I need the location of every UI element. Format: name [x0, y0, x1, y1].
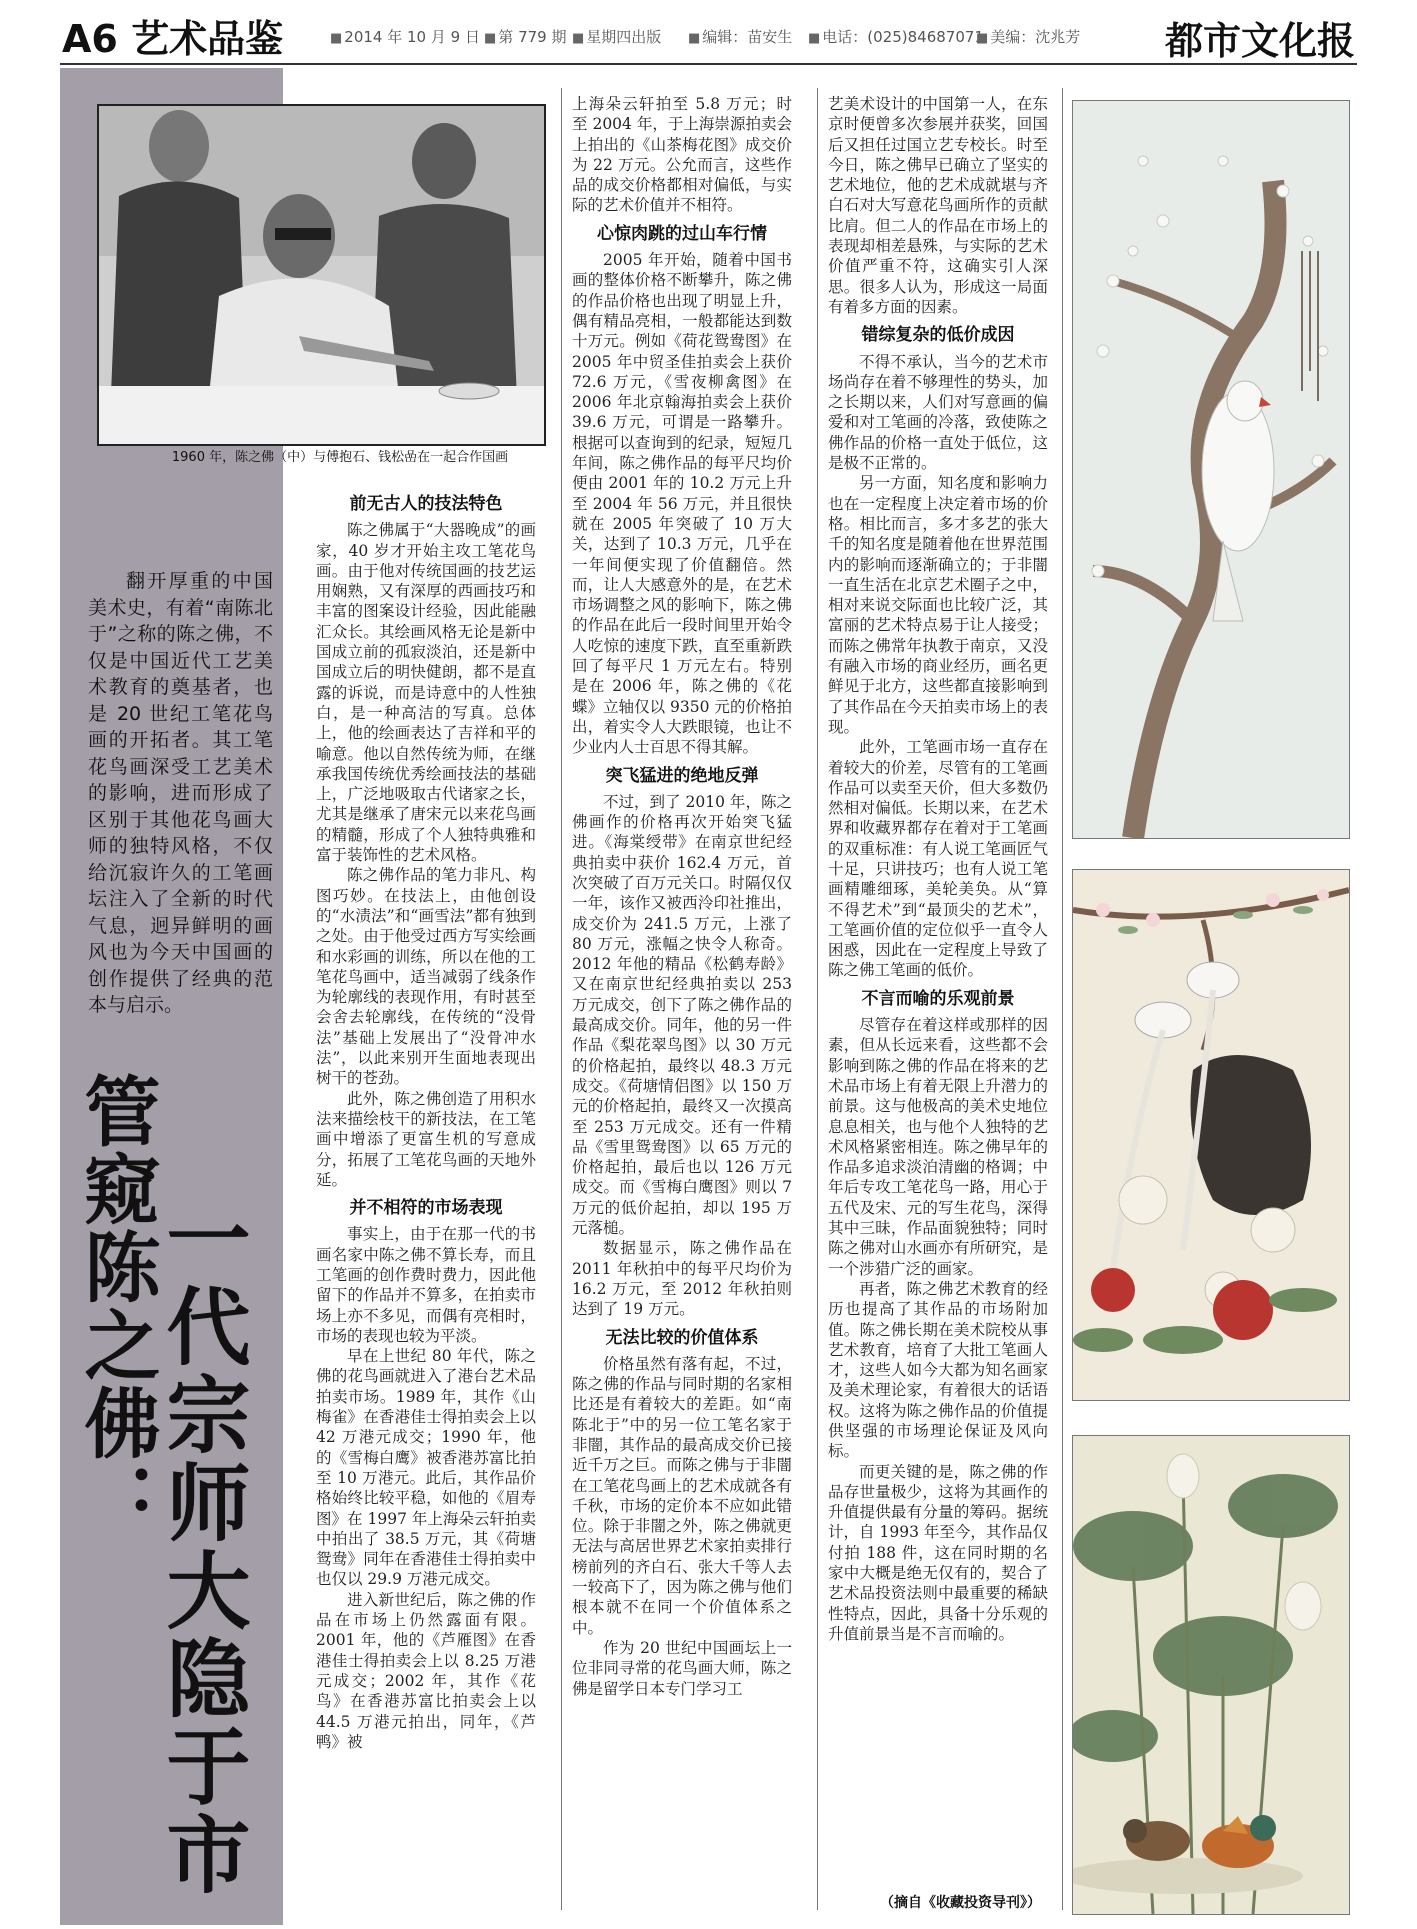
paragraph: 2005 年开始，随着中国书画的整体价格不断攀升，陈之佛的作品价格也出现了明显上升，偶有精品亮相，一般都能达到数十万元。例如《荷花鸳鸯图》在 2005 年中贸圣佳拍卖会上获价 72.6 万元，《雪夜柳禽图》在 2006 年北京翰海拍卖会上获价 39.6 万元，可谓是一路攀升。根据可以查询到的纪录，短短几年间，陈之佛作品的每平尺均价便由 2001 年的 10.2 万元上升至 2004 年 56 万元，并且很快就在 2005 年突破了 10 万大关，达到了 10.3 万元，几乎在一年间便实现了价值翻倍。然而，让人大感意外的是，在艺术市场调整之风的影响下，陈之佛的作品在此后一段时间里开始令人吃惊的速度下跌，直至重新跌回了每平尺 1 万元左右。特别是在 2006 年，陈之佛的《花蝶》立轴仅以 9350 元的价格拍出，着实令人大跌眼镜，也让不少业内人士百思不得其解。 — [572, 251, 792, 757]
phone-credit: ■ 电话：(025)84687071 — [808, 26, 984, 47]
headline-part-2: 一代宗师大隐于市 — [153, 1195, 251, 1899]
photo-illustration — [99, 106, 544, 444]
column-divider — [1062, 88, 1063, 1910]
article-column-2 — [572, 94, 792, 1699]
paragraph: 陈之佛作品的笔力非凡、构图巧妙。在技法上，由他创设的“水渍法”和“画雪法”都有独到之处。由于他受过西方写实绘画和水彩画的训练，所以在他的工笔花鸟画中，适当减弱了线条作为轮廓线的表现作用，有时甚至会舍去轮廓线，在传统的“没骨法”基础上发展出了“没骨冲水法”，以此来别开生面地表现出树干的苍劲。 — [316, 866, 536, 1088]
article-column-3 — [828, 94, 1048, 1644]
header-divider — [60, 63, 1357, 65]
section-title: A6 艺术品鉴 — [62, 17, 284, 61]
issue-date: ■ 2014 年 10 月 9 日 — [330, 26, 480, 47]
paragraph: 数据显示，陈之佛作品在 2011 年秋拍中的每平尺均价为 16.2 万元，至 2012 年秋拍则达到了 19 万元。 — [572, 1239, 792, 1319]
issue-weekday: ■ 星期四出版 — [572, 26, 661, 47]
paragraph: 艺美术设计的中国第一人，在东京时便曾多次参展并获奖，回国后又担任过国立艺专校长。时至今日，陈之佛早已确立了坚实的艺术地位，他的艺术成就堪与齐白石对大写意花鸟画所作的贡献比肩。但二人的作品在市场上的表现却相差悬殊，与实际的艺术价值严重不符，这确实引人深思。很多人认为，形成这一局面有着多方面的因素。 — [828, 95, 1048, 316]
paragraph: 不过，到了 2010 年，陈之佛画作的价格再次开始突飞猛进。《海棠绶带》在南京世纪经典拍卖中获价 162.4 万元，首次突破了百万元关口。时隔仅仅一年，该作又被西泠印社推出，成交价为 241.5 万元，上涨了 80 万元，涨幅之快令人称奇。2012 年他的精品《松鹤寿龄》又在南京世纪经典拍卖以 253 万元成交，创下了陈之佛作品的最高成交价。同年，他的另一件作品《梨花翠鸟图》以 30 万元的价格起拍，最终以 48.3 万元成交。《荷塘情侣图》以 150 万元的价格起拍，最终又一次摸高至 253 万元成交。还有一件精品《雪里鸳鸯图》以 65 万元的价格起拍，最后也以 126 万元成交。而《雪梅白鹰图》则以 7 万元的低价起拍，却以 195 万元落槌。 — [572, 792, 792, 1238]
lotus-ducks-illustration — [1073, 1436, 1349, 1914]
paragraph: 再者，陈之佛艺术教育的经历也提高了其作品的市场附加值。陈之佛长期在美术院校从事艺术教育，培育了大批工笔画人才，这些人如今大都为知名画家及美术理论家，有着很大的话语权。这将为陈之佛作品的价值提供坚强的市场理论保证及风向标。 — [828, 1279, 1048, 1461]
painting-lotus-ducks — [1072, 1435, 1350, 1915]
subheading: 无法比较的价值体系 — [605, 1327, 759, 1348]
source-credit: （摘自《收藏投资导刊》） — [880, 1895, 1041, 1911]
painting-white-eagle — [1072, 100, 1350, 839]
intro-paragraph: 翻开厚重的中国美术史，有着“南陈北于”之称的陈之佛，不仅是中国近代工艺美术教育的奠基者，也是 20 世纪工笔花鸟画的开拓者。其工笔花鸟画深受工艺美术的影响，进而形成了区别于其他花鸟画大师的独特风格，不仅给沉寂许久的工笔画坛注入了全新的时代气息，迥异鲜明的画风也为今天中国画的创作提供了经典的范本与启示。 — [88, 570, 273, 1016]
editor-credit: ■ 编辑：苗安生 — [688, 26, 792, 47]
paragraph: 作为 20 世纪中国画坛上一位非同寻常的花鸟画大师，陈之佛是留学日本专门学习工 — [572, 1638, 792, 1698]
paragraph: 而更关键的是，陈之佛的作品存世量极少，这将为其画作的升值提供最有分量的筹码。据统计，自 1993 年至今，其作品仅付拍 188 件，这在同时期的名家中大概是绝无仅有的，契合了艺术品投资法则中最重要的稀缺性特点，因此，具备十分乐观的升值前景当是不言而喻的。 — [828, 1462, 1048, 1643]
subheading: 心惊肉跳的过山车行情 — [597, 223, 767, 244]
column-divider — [817, 88, 818, 1910]
paragraph: 此外，工笔画市场一直存在着较大的价差，尽管有的工笔画作品可以卖至天价，但大多数仍然相对偏低。长期以来，在艺术界和收藏界都存在着对于工笔画的双重标准：有人说工笔画匠气十足，只讲技巧；也有人说工笔画精雕细琢，美轮美奂。从“算不得艺术”到“最顶尖的艺术”，工笔画价值的定位似乎一直令人困惑，因此在一定程度上导致了陈之佛工笔画的低价。 — [828, 738, 1048, 980]
paragraph: 进入新世纪后，陈之佛的作品在市场上仍然露面有限。2001 年，他的《芦雁图》在香港佳士得拍卖会上以 8.25 万港元成交；2002 年，其作《花鸟》在香港苏富比拍卖会上以 44.5 万港元拍出，同年，《芦鸭》被 — [316, 1590, 536, 1751]
paragraph: 上海朵云轩拍至 5.8 万元；时至 2004 年，于上海崇源拍卖会上拍出的《山茶梅花图》成交价为 22 万元。公允而言，这些作品的成交价格都相对偏低，与实际的艺术价值并不相符。 — [572, 95, 792, 215]
paragraph: 尽管存在着这样或那样的因素，但从长远来看，这些都不会影响到陈之佛的作品在将来的艺术品市场上有着无限上升潜力的前景。这与他极高的美术史地位息息相关，也与他个人独特的艺术风格紧密相连。陈之佛早年的作品多追求淡泊清幽的格调；中年后专攻工笔花鸟一路，用心于五代及宋、元的写生花鸟，深得其中三昧，作品面貌独特；同时陈之佛对山水画亦有所研究，是一个涉猎广泛的画家。 — [828, 1016, 1048, 1278]
paragraph: 价格虽然有落有起，不过，陈之佛的作品与同时期的名家相比还是有着较大的差距。如“南陈北于”中的另一位工笔名家于非闇，其作品的最高成交价已接近千万之巨。而陈之佛与于非闇在工笔花鸟画上的艺术成就各有千秋，市场的定价本不应如此错位。除于非闇之外，陈之佛就更无法与高居世界艺术家拍卖排行榜前列的齐白石、张大千等人去一较高下了，因为陈之佛与他们根本就不在同一个价值体系之中。 — [572, 1354, 792, 1637]
painting-birds-peonies — [1072, 869, 1350, 1401]
newspaper-name: 都市文化报 — [1164, 19, 1355, 63]
eagle-plum-illustration — [1073, 101, 1349, 838]
birds-peonies-illustration — [1073, 870, 1349, 1400]
paragraph: 陈之佛属于“大器晚成”的画家，40 岁才开始主攻工笔花鸟画。由于他对传统国画的技艺运用娴熟，又有深厚的西画技巧和丰富的图案设计经验，因此能融汇众长。其绘画风格无论是新中国成立前的孤寂淡泊，还是新中国成立后的明快健朗，都不是直露的诉说，而是诗意中的人性独白，是一种高洁的写真。总体上，他的绘画表达了吉祥和平的喻意。他以自然传统为师，在继承我国传统优秀绘画技法的基础上，广泛地吸取古代诸家之长，尤其是继承了唐宋元以来花鸟画的精髓，形成了个人独特典雅和富于装饰性的艺术风格。 — [316, 521, 536, 865]
photo-caption: 1960 年，陈之佛（中）与傅抱石、钱松嵒在一起合作国画 — [171, 450, 509, 465]
historical-photo — [97, 104, 546, 446]
subheading: 突飞猛进的绝地反弹 — [605, 765, 759, 786]
paragraph: 不得不承认，当今的艺术市场尚存在着不够理性的势头，加之长期以来，人们对写意画的偏爱和对工笔画的冷落，致使陈之佛作品的价格一直处于低位，这是极不正常的。 — [828, 352, 1048, 473]
paragraph: 事实上，由于在那一代的书画名家中陈之佛不算长寿，而且工笔画的创作费时费力，因此他留下的作品并不算多，在拍卖市场上亦不多见，而偶有亮相时，市场的表现也较为平淡。 — [316, 1225, 536, 1345]
designer-credit: ■ 美编：沈兆芳 — [976, 26, 1080, 47]
subheading: 前无古人的技法特色 — [349, 494, 503, 514]
paragraph: 另一方面，知名度和影响力也在一定程度上决定着市场的价格。相比而言，多才多艺的张大千的知名度是随着他在世界范围内的影响而逐渐确立的；于非闇一直生活在北京艺术圈子之中，相对来说交际面也比较广泛，其富丽的艺术特点易于让人接受；而陈之佛常年执教于南京，又没有融入市场的商业经历，画名更鲜见于北方，这些都直接影响到了其作品在今天拍卖市场上的表现。 — [828, 474, 1048, 736]
issue-number: ■ 第 779 期 — [484, 26, 566, 47]
headline-part-1: 管窥陈之佛： — [72, 1072, 161, 1540]
paragraph: 此外，陈之佛创造了用积水法来描绘枝干的新技法，在工笔画中增添了更富生机的写意成分，拓展了工笔花鸟画的天地外延。 — [316, 1089, 536, 1189]
subheading: 错综复杂的低价成因 — [861, 325, 1015, 346]
article-column-1 — [316, 486, 536, 1752]
subheading: 不言而喻的乐观前景 — [861, 988, 1015, 1009]
column-divider — [561, 88, 562, 1910]
paragraph: 早在上世纪 80 年代，陈之佛的花鸟画就进入了港台艺术品拍卖市场。1989 年，其作《山梅雀》在香港佳士得拍卖会上以 42 万港元成交；1990 年，他的《雪梅白鹰》被香港苏富比拍至 10 万港元。此后，其作品价格始终比较平稳，如他的《眉寿图》在 1997 年上海朵云轩拍卖中拍出了 38.5 万元，其《荷塘鸳鸯》同年在香港佳士得拍卖中也仅以 29.9 万港元成交。 — [316, 1347, 536, 1589]
subheading: 并不相符的市场表现 — [349, 1198, 503, 1219]
